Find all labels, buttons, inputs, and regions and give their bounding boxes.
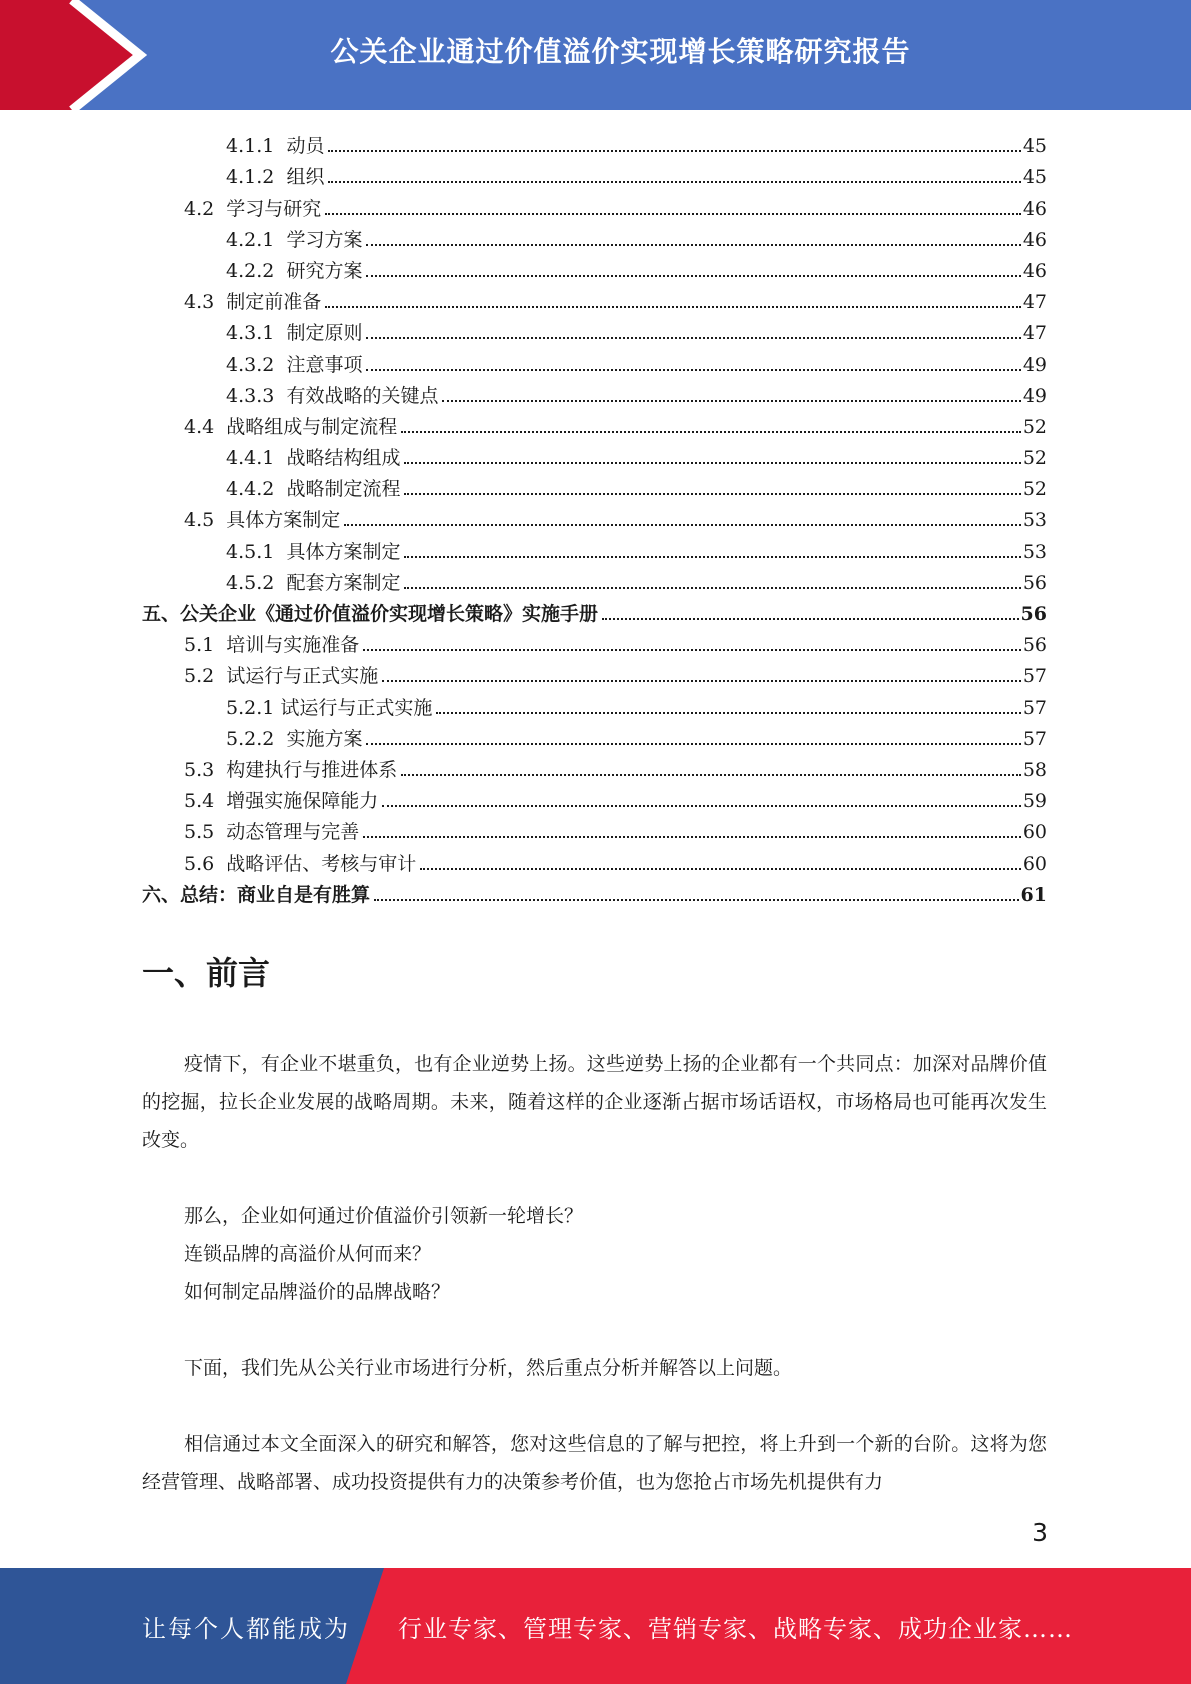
toc-entry-title: 试运行与正式实施 <box>226 665 379 688</box>
page-number: 3 <box>1032 1518 1048 1547</box>
toc-entry-title: 配套方案制定 <box>286 571 401 594</box>
toc-entry-title: 增强实施保障能力 <box>226 790 379 813</box>
toc-entry[interactable] <box>142 877 1047 908</box>
toc-entry-title: 战略组成与制定流程 <box>226 415 398 438</box>
paragraph-value: 相信通过本文全面深入的研究和解答，您对这些信息的了解与把控，将上升到一个新的台阶。这将为您经营管理、战略部署、成功投资提供有力的决策参考价值，也为您抢占市场先机提供有力 <box>142 1433 1047 1493</box>
toc-dot-leader <box>344 524 1021 526</box>
toc-entry-number: 5.1 <box>184 634 227 657</box>
question-2: 连锁品牌的高溢价从何而来？ <box>184 1243 432 1265</box>
paragraph-intro: 疫情下，有企业不堪重负，也有企业逆势上扬。这些逆势上扬的企业都有一个共同点：加深对品牌价值的挖掘，拉长企业发展的战略周期。未来，随着这样的企业逐渐占据市场话语权，市场格局也可能再次发生改变。 <box>142 1053 1047 1151</box>
toc-entry-number: 4.2.1 <box>226 228 287 251</box>
toc-entry-number: 4.4.2 <box>226 478 287 501</box>
toc-entry-page: 52 <box>1022 478 1047 501</box>
toc-entry-page: 52 <box>1022 415 1047 438</box>
toc-entry[interactable] <box>142 471 1047 502</box>
toc-entry-title: 五、公关企业《通过价值溢价实现增长策略》实施手册 <box>142 603 599 625</box>
toc-entry[interactable] <box>142 346 1047 377</box>
toc-entry-number: 4.2.2 <box>226 259 287 282</box>
toc-entry-number: 4.4 <box>184 415 227 438</box>
toc-entry-number: 4.5.1 <box>226 540 287 563</box>
toc-entry-number: 5.5 <box>184 821 227 844</box>
toc-entry-page: 56 <box>1022 571 1047 594</box>
toc-entry[interactable] <box>142 533 1047 564</box>
toc-entry-page: 56 <box>1022 634 1047 657</box>
toc-entry[interactable] <box>142 502 1047 533</box>
toc-entry-title: 学习与研究 <box>226 197 322 220</box>
toc-entry-page: 46 <box>1022 228 1047 251</box>
table-of-contents <box>142 128 1047 908</box>
toc-entry-number: 5.4 <box>184 790 227 813</box>
toc-entry[interactable] <box>142 409 1047 440</box>
toc-entry-title: 动态管理与完善 <box>226 821 360 844</box>
toc-entry[interactable] <box>142 378 1047 409</box>
toc-entry[interactable] <box>142 128 1047 159</box>
toc-dot-leader <box>404 587 1020 589</box>
toc-entry-page: 47 <box>1022 322 1047 345</box>
toc-entry-page: 53 <box>1022 509 1047 532</box>
toc-entry-number: 4.1.1 <box>226 135 287 158</box>
toc-entry[interactable] <box>142 721 1047 752</box>
toc-entry-title: 有效战略的关键点 <box>286 384 439 407</box>
toc-entry[interactable] <box>142 222 1047 253</box>
toc-entry-title: 动员 <box>286 135 325 158</box>
toc-entry[interactable] <box>142 783 1047 814</box>
toc-dot-leader <box>366 244 1020 246</box>
toc-entry-page: 49 <box>1022 384 1047 407</box>
toc-entry-page: 57 <box>1022 727 1047 750</box>
toc-entry-page: 46 <box>1022 259 1047 282</box>
paragraph-analysis: 下面，我们先从公关行业市场进行分析，然后重点分析并解答以上问题。 <box>184 1357 793 1379</box>
toc-entry-page: 56 <box>1020 603 1047 625</box>
toc-entry[interactable] <box>142 596 1047 627</box>
toc-dot-leader <box>366 743 1020 745</box>
toc-dot-leader <box>420 868 1021 870</box>
toc-entry-title: 实施方案 <box>286 727 363 750</box>
document-title: 公关企业通过价值溢价实现增长策略研究报告 <box>330 35 911 68</box>
toc-dot-leader <box>328 181 1020 183</box>
toc-entry-title: 制定原则 <box>286 322 363 345</box>
toc-entry-number: 4.5.2 <box>226 571 287 594</box>
toc-entry-number: 4.4.1 <box>226 447 287 470</box>
toc-dot-leader <box>404 556 1020 558</box>
toc-entry-number: 5.2.2 <box>226 727 287 750</box>
toc-dot-leader <box>366 337 1020 339</box>
toc-entry-page: 52 <box>1022 447 1047 470</box>
toc-entry-number: 4.3.1 <box>226 322 287 345</box>
toc-entry-page: 59 <box>1022 790 1047 813</box>
toc-entry-page: 57 <box>1022 696 1047 719</box>
toc-dot-leader <box>401 431 1021 433</box>
toc-dot-leader <box>325 213 1021 215</box>
toc-entry[interactable] <box>142 284 1047 315</box>
toc-entry-title: 具体方案制定 <box>286 540 401 563</box>
toc-entry[interactable] <box>142 190 1047 221</box>
toc-entry-page: 60 <box>1022 821 1047 844</box>
toc-entry[interactable] <box>142 315 1047 346</box>
toc-dot-leader <box>436 712 1020 714</box>
toc-entry-number: 4.5 <box>184 509 227 532</box>
toc-entry[interactable] <box>142 752 1047 783</box>
toc-dot-leader <box>363 649 1021 651</box>
toc-entry-page: 47 <box>1022 291 1047 314</box>
toc-entry-number: 5.2 <box>184 665 227 688</box>
toc-entry[interactable] <box>142 565 1047 596</box>
toc-dot-leader <box>328 150 1020 152</box>
toc-entry-number: 4.3.2 <box>226 353 287 376</box>
toc-entry-number: 4.3 <box>184 291 227 314</box>
toc-entry[interactable] <box>142 253 1047 284</box>
toc-entry-number: 4.2 <box>184 197 227 220</box>
toc-entry-title: 战略结构组成 <box>286 447 401 470</box>
toc-dot-leader <box>442 400 1020 402</box>
toc-dot-leader <box>366 275 1020 277</box>
footer-slogan-right: 行业专家、管理专家、营销专家、战略专家、成功企业家…… <box>398 1614 1073 1643</box>
toc-entry-title: 组织 <box>286 166 325 189</box>
toc-entry-page: 45 <box>1022 166 1047 189</box>
footer-slogan-left: 让每个人都能成为 <box>142 1614 350 1643</box>
toc-entry-title: 战略制定流程 <box>286 478 401 501</box>
toc-entry-title: 具体方案制定 <box>226 509 341 532</box>
toc-entry[interactable] <box>142 845 1047 876</box>
toc-dot-leader <box>404 462 1020 464</box>
toc-entry-page: 57 <box>1022 665 1047 688</box>
header-arrow-decoration <box>0 0 160 110</box>
toc-dot-leader <box>363 836 1021 838</box>
toc-dot-leader <box>382 805 1021 807</box>
toc-entry[interactable] <box>142 440 1047 471</box>
toc-entry-page: 53 <box>1022 540 1047 563</box>
toc-entry-number: 5.6 <box>184 852 227 875</box>
toc-entry-title: 学习方案 <box>286 228 363 251</box>
toc-entry-title: 研究方案 <box>286 259 363 282</box>
toc-entry-page: 45 <box>1022 135 1047 158</box>
toc-entry[interactable] <box>142 627 1047 658</box>
page-footer <box>0 1568 1191 1684</box>
toc-entry[interactable] <box>142 814 1047 845</box>
toc-entry-page: 49 <box>1022 353 1047 376</box>
toc-entry-title: 制定前准备 <box>226 291 322 314</box>
toc-entry-number: 5.3 <box>184 758 227 781</box>
question-3: 如何制定品牌溢价的品牌战略？ <box>184 1281 451 1303</box>
toc-dot-leader <box>374 899 1019 901</box>
page-header <box>0 0 1191 110</box>
toc-dot-leader <box>602 618 1019 620</box>
toc-entry-title: 战略评估、考核与审计 <box>226 852 417 875</box>
toc-entry-title: 注意事项 <box>286 353 363 376</box>
toc-entry-title: 试运行与正式实施 <box>280 696 433 719</box>
toc-entry-number: 4.3.3 <box>226 384 287 407</box>
toc-dot-leader <box>401 774 1021 776</box>
toc-entry-page: 61 <box>1020 883 1047 906</box>
toc-entry-number: 4.1.2 <box>226 166 287 189</box>
toc-entry[interactable] <box>142 159 1047 190</box>
toc-entry-number: 5.2.1 <box>226 696 281 719</box>
toc-entry-page: 46 <box>1022 197 1047 220</box>
toc-dot-leader <box>404 493 1020 495</box>
toc-entry-page: 58 <box>1022 758 1047 781</box>
toc-entry-title: 六、总结：商业自是有胜算 <box>142 883 371 906</box>
toc-entry[interactable] <box>142 689 1047 720</box>
toc-entry-title: 构建执行与推进体系 <box>226 758 398 781</box>
toc-dot-leader <box>325 306 1021 308</box>
section-heading: 一、前言 <box>142 954 271 992</box>
toc-dot-leader <box>366 369 1020 371</box>
toc-entry-page: 60 <box>1022 852 1047 875</box>
question-1: 那么，企业如何通过价值溢价引领新一轮增长？ <box>184 1205 584 1227</box>
toc-entry[interactable] <box>142 658 1047 689</box>
toc-entry-title: 培训与实施准备 <box>226 634 360 657</box>
toc-dot-leader <box>382 680 1021 682</box>
